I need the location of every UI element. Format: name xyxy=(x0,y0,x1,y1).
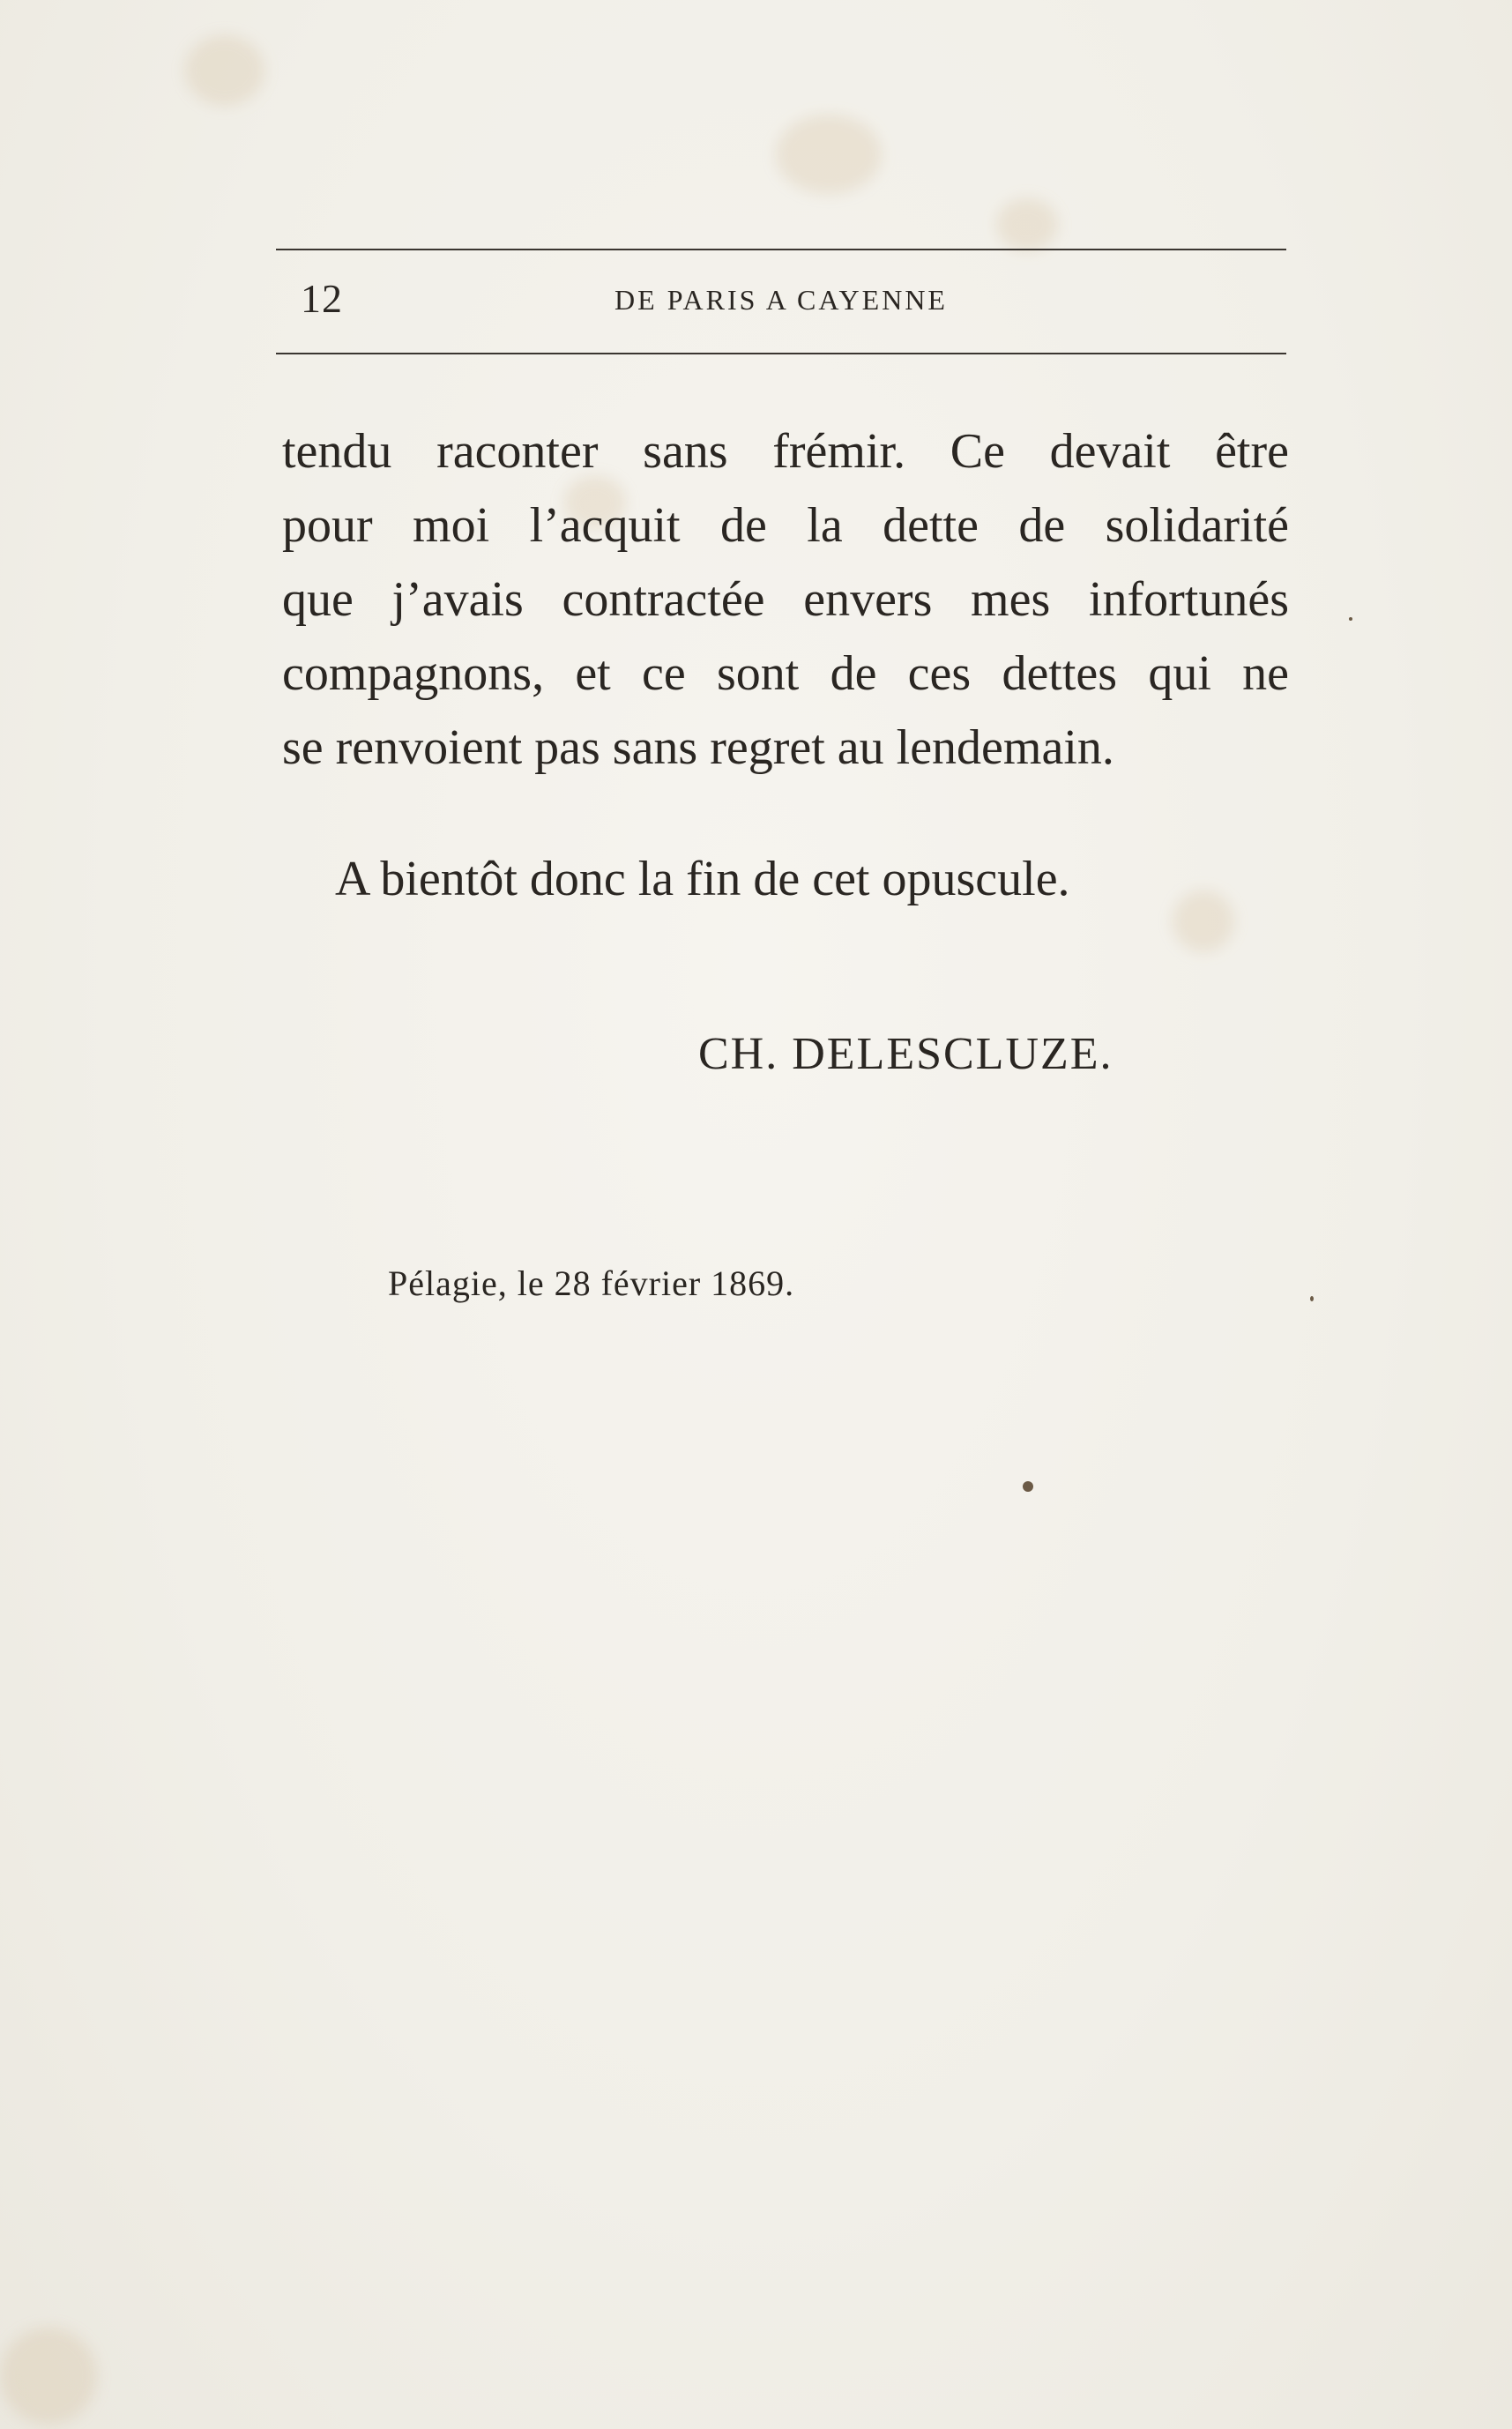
ink-speck xyxy=(1349,617,1352,621)
paper-stain xyxy=(0,2328,97,2425)
dateline: Pélagie, le 28 février 1869. xyxy=(388,1263,795,1303)
paper-stain xyxy=(1173,890,1234,952)
text-line: que j’avais contractée envers mes infortunés xyxy=(282,572,1289,627)
header-bottom-rule xyxy=(276,353,1286,354)
body-paragraph xyxy=(282,414,1289,785)
paper-stain xyxy=(776,115,882,194)
closing-sentence: A bientôt donc la fin de cet opuscule. xyxy=(335,852,1070,906)
running-header xyxy=(276,275,1286,328)
text-line: compagnons, et ce sont de ces dettes qui ne xyxy=(282,646,1289,701)
text-line: pour moi l’acquit de la dette de solidarité xyxy=(282,498,1289,553)
running-title: DE PARIS A CAYENNE xyxy=(614,284,948,316)
ink-speck xyxy=(1023,1481,1033,1492)
text-line: se renvoient pas sans regret au lendemain. xyxy=(282,720,1114,775)
ink-speck xyxy=(1310,1296,1314,1301)
text-line: tendu raconter sans frémir. Ce devait être xyxy=(282,424,1289,479)
page-number: 12 xyxy=(301,276,343,321)
paper-stain xyxy=(185,35,264,106)
header-top-rule xyxy=(276,249,1286,250)
author-signature: CH. DELESCLUZE. xyxy=(698,1029,1114,1079)
paper-stain xyxy=(996,198,1058,251)
